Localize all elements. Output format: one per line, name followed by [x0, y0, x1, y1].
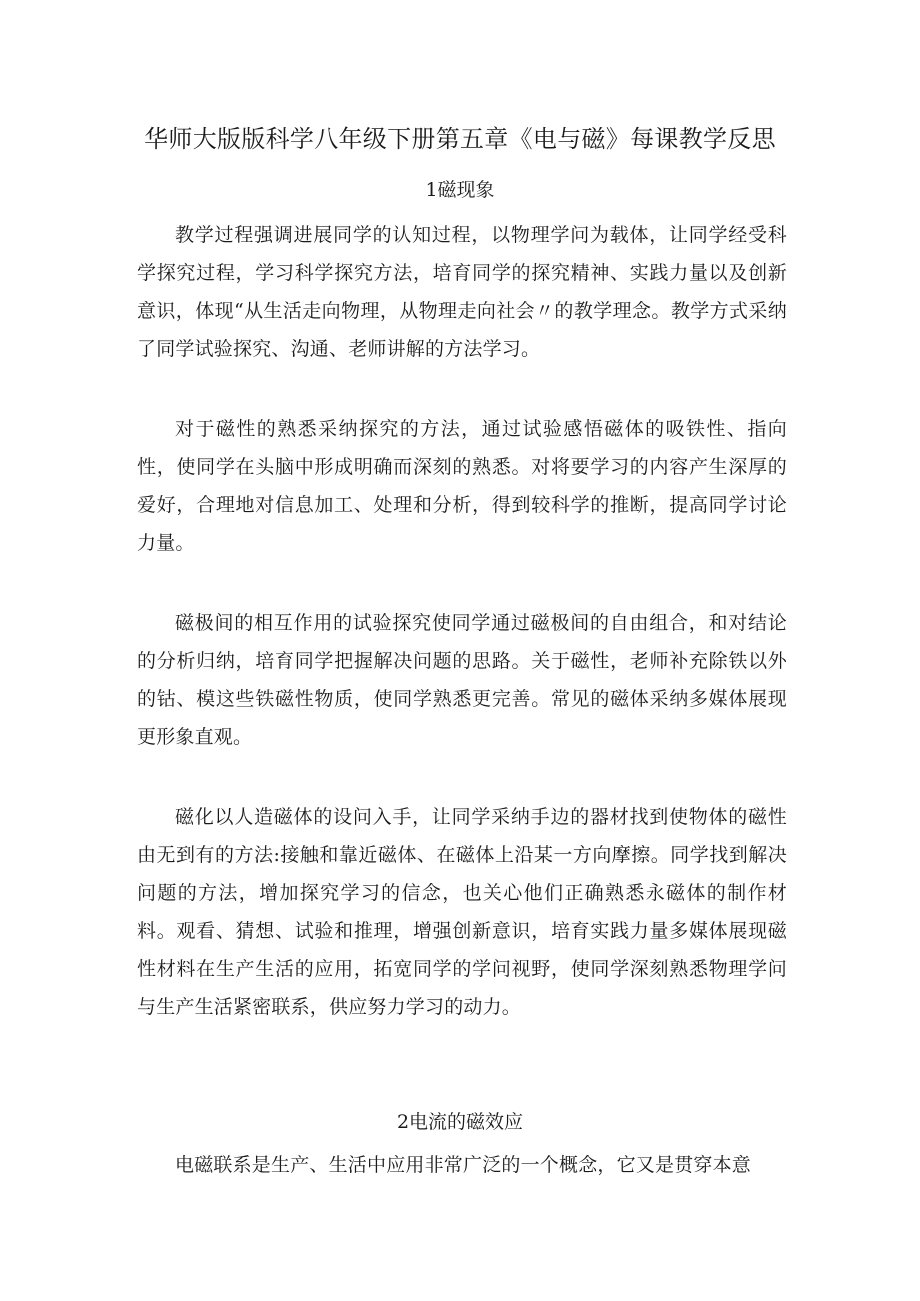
paragraph-magnetism-understanding: 对于磁性的熟悉采纳探究的方法，通过试验感悟磁体的吸铁性、指向性，使同学在头脑中形成明确而深刻的熟悉。对将要学习的内容产生深厚的爱好，合理地对信息加工、处理和分析，得到较科学的推断，提高同学讨论力量。	[137, 418, 787, 554]
document-title: 华师大版版科学八年级下册第五章《电与磁》每课教学反思	[144, 125, 776, 153]
paragraph-teaching-process: 教学过程强调进展同学的认知过程，以物理学问为载体，让同学经受科学探究过程，学习科学探究方法，培育同学的探究精神、实践力量以及创新意识，体现“从生活走向物理，从物理走向社会〃的教学理念。教学方式采纳了同学试验探究、沟通、老师讲解的方法学习。	[137, 224, 787, 360]
section-heading-magnetic-phenomena: 1磁现象	[425, 179, 495, 201]
paragraph-magnetization: 磁化以人造磁体的设问入手，让同学采纳手边的器材找到使物体的磁性由无到有的方法:接触和靠近磁体、在磁体上沿某一方向摩擦。同学找到解决问题的方法，增加探究学习的信念，也关心他们正确熟悉永磁体的制作材料。观看、猜想、试验和推理，增强创新意识，培育实践力量多媒体展现磁性材料在生产生活的应用，拓宽同学的学问视野，使同学深刻熟悉物理学问与生产生活紧密联系，供应努力学习的动力。	[137, 806, 787, 1018]
paragraph-magnetic-poles: 磁极间的相互作用的试验探究使同学通过磁极间的自由组合，和对结论的分析归纳，培育同学把握解决问题的思路。关于磁性，老师补充除铁以外的钴、模这些铁磁性物质，使同学熟悉更完善。常见的磁体采纳多媒体展现更形象直观。	[137, 612, 787, 748]
paragraph-electromagnetic-link: 电磁联系是生产、生活中应用非常广泛的一个概念，它又是贯穿本意	[175, 1154, 752, 1176]
section-heading-magnetic-effect-current: 2电流的磁效应	[396, 1111, 524, 1133]
